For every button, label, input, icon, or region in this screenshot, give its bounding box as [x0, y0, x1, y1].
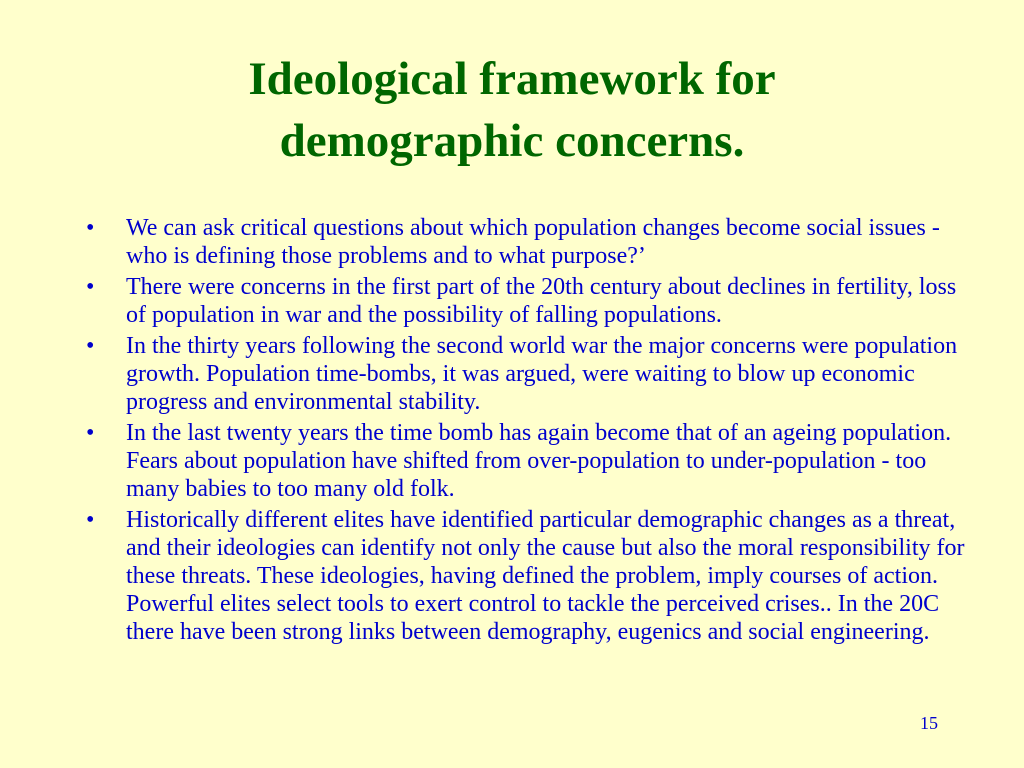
- bullet-text: There were concerns in the first part of the 20th century about declines in fertility, loss of population in war and the possibility of falling populations.: [126, 274, 957, 328]
- bullet-icon: •: [86, 215, 95, 241]
- bullet-icon: •: [86, 420, 95, 446]
- bullet-text: We can ask critical questions about which population changes become social issues - who is defining those problems and to what purpose?’: [126, 215, 940, 269]
- page-number: 15: [920, 713, 938, 733]
- bullet-item-4: [86, 419, 966, 503]
- bullet-icon: •: [86, 333, 95, 359]
- bullet-text: In the last twenty years the time bomb has again become that of an ageing population. Fears about population have shifted from over-population to under-population - too many babies to too many old folk.: [126, 420, 952, 502]
- bullet-text: Historically different elites have identified particular demographic changes as a threat, and their ideologies can identify not only the cause but also the moral responsibility for these threats. These ideologies, having defined the problem, imply courses of action. Powerful elites select tools to exert control to tackle the perceived crises.. In the 20C there have been strong links between demography, eugenics and social engineering.: [126, 507, 965, 645]
- slide-title: [0, 48, 1024, 172]
- slide-title-line-1: Ideological framework for: [248, 53, 776, 105]
- bullet-item-3: [86, 332, 966, 416]
- bullet-item-5: [86, 506, 966, 646]
- bullet-item-2: [86, 273, 966, 329]
- bullet-icon: •: [86, 274, 95, 300]
- bullet-item-1: [86, 214, 966, 270]
- bullet-list: [86, 214, 966, 649]
- bullet-icon: •: [86, 507, 95, 533]
- bullet-text: In the thirty years following the second world war the major concerns were population growth. Population time-bombs, it was argued, were waiting to blow up economic progress and environmental stability.: [126, 333, 958, 415]
- slide-title-line-2: demographic concerns.: [279, 115, 745, 167]
